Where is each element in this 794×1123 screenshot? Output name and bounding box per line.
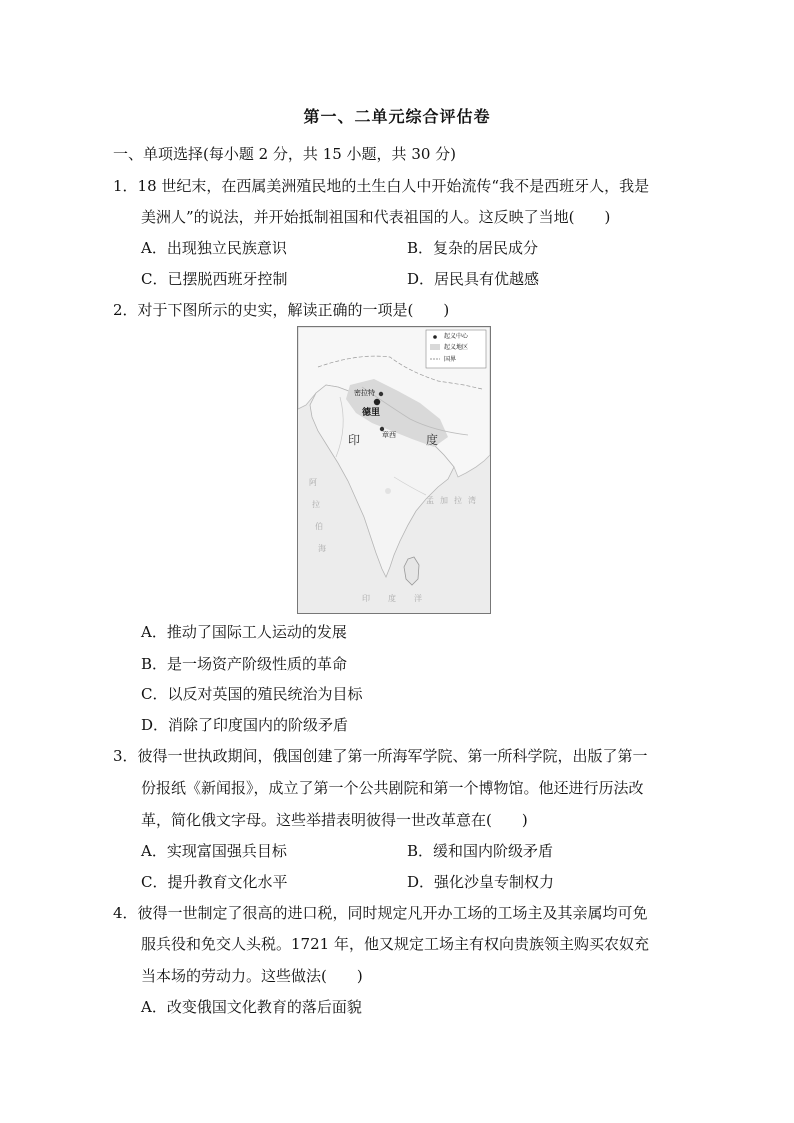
q1-option-c: C．已摆脱西班牙控制 [141, 270, 288, 288]
label-delhi: 德里 [362, 408, 381, 418]
q3-option-a: A．实现富国强兵目标 [141, 842, 287, 860]
label-arabian-sea-4: 海 [318, 544, 326, 553]
q4-stem-line-2: 服兵役和免交人头税。1721 年，他又规定工场主有权向贵族领主购买农奴充 [141, 935, 649, 953]
q2-option-c: C．以反对英国的殖民统治为目标 [141, 685, 363, 703]
q3-stem-line-1: 3．彼得一世执政期间，俄国创建了第一所海军学院、第一所科学院，出版了第一 [113, 747, 648, 765]
q3-stem-line-3: 革，简化俄文字母。这些举措表明彼得一世改革意在( ) [141, 811, 528, 829]
q1-option-d: D．居民具有优越感 [407, 270, 540, 288]
label-bay-2: 加 [440, 496, 448, 505]
q1-stem-line-1: 1．18 世纪末，在西属美洲殖民地的土生白人中开始流传“我不是西班牙人，我是 [113, 177, 650, 195]
q2-stem: 2．对于下图所示的史实，解读正确的一项是( ) [113, 301, 450, 319]
label-jhansi: 章西 [382, 431, 396, 439]
label-arabian-sea-2: 拉 [312, 500, 320, 509]
label-yin: 印 [348, 433, 361, 447]
label-arabian-sea-1: 阿 [309, 478, 317, 487]
label-ocean-2: 度 [388, 594, 396, 603]
label-bay-4: 湾 [468, 496, 476, 505]
label-ocean-1: 印 [362, 594, 370, 603]
label-meerut: 密拉特 [354, 389, 375, 397]
label-bay-1: 孟 [426, 496, 434, 505]
legend-border: 国界 [444, 356, 457, 363]
page-title: 第一、二单元综合评估卷 [303, 107, 491, 126]
section-heading: 一、单项选择(每小题 2 分，共 15 小题，共 30 分) [113, 145, 457, 163]
label-du: 度 [426, 433, 439, 447]
legend-uprising-area: 起义地区 [444, 344, 469, 351]
q2-option-b: B．是一场资产阶级性质的革命 [141, 655, 348, 673]
legend-uprising-center: 起义中心 [444, 333, 469, 340]
q1-option-a: A．出现独立民族意识 [141, 239, 287, 257]
q1-option-b: B．复杂的居民成分 [407, 239, 539, 257]
q4-stem-line-1: 4．彼得一世制定了很高的进口税，同时规定凡开办工场的工场主及其亲属均可免 [113, 904, 648, 922]
label-ocean-3: 洋 [414, 594, 422, 603]
label-bay-3: 拉 [454, 496, 462, 505]
q4-stem-line-3: 当本场的劳动力。这些做法( ) [141, 967, 363, 985]
india-uprising-map [297, 326, 491, 614]
label-arabian-sea-3: 伯 [315, 522, 323, 531]
q4-option-a: A．改变俄国文化教育的落后面貌 [141, 998, 362, 1016]
q3-stem-line-2: 份报纸《新闻报》，成立了第一个公共剧院和第一个博物馆。他还进行历法改 [141, 779, 644, 797]
q1-stem-line-2: 美洲人”的说法，并开始抵制祖国和代表祖国的人。这反映了当地( ) [141, 208, 611, 226]
q2-option-a: A．推动了国际工人运动的发展 [141, 623, 347, 641]
q3-option-b: B．缓和国内阶级矛盾 [407, 842, 554, 860]
q3-option-c: C．提升教育文化水平 [141, 873, 288, 891]
q2-option-d: D．消除了印度国内的阶级矛盾 [141, 716, 349, 734]
q3-option-d: D．强化沙皇专制权力 [407, 873, 555, 891]
